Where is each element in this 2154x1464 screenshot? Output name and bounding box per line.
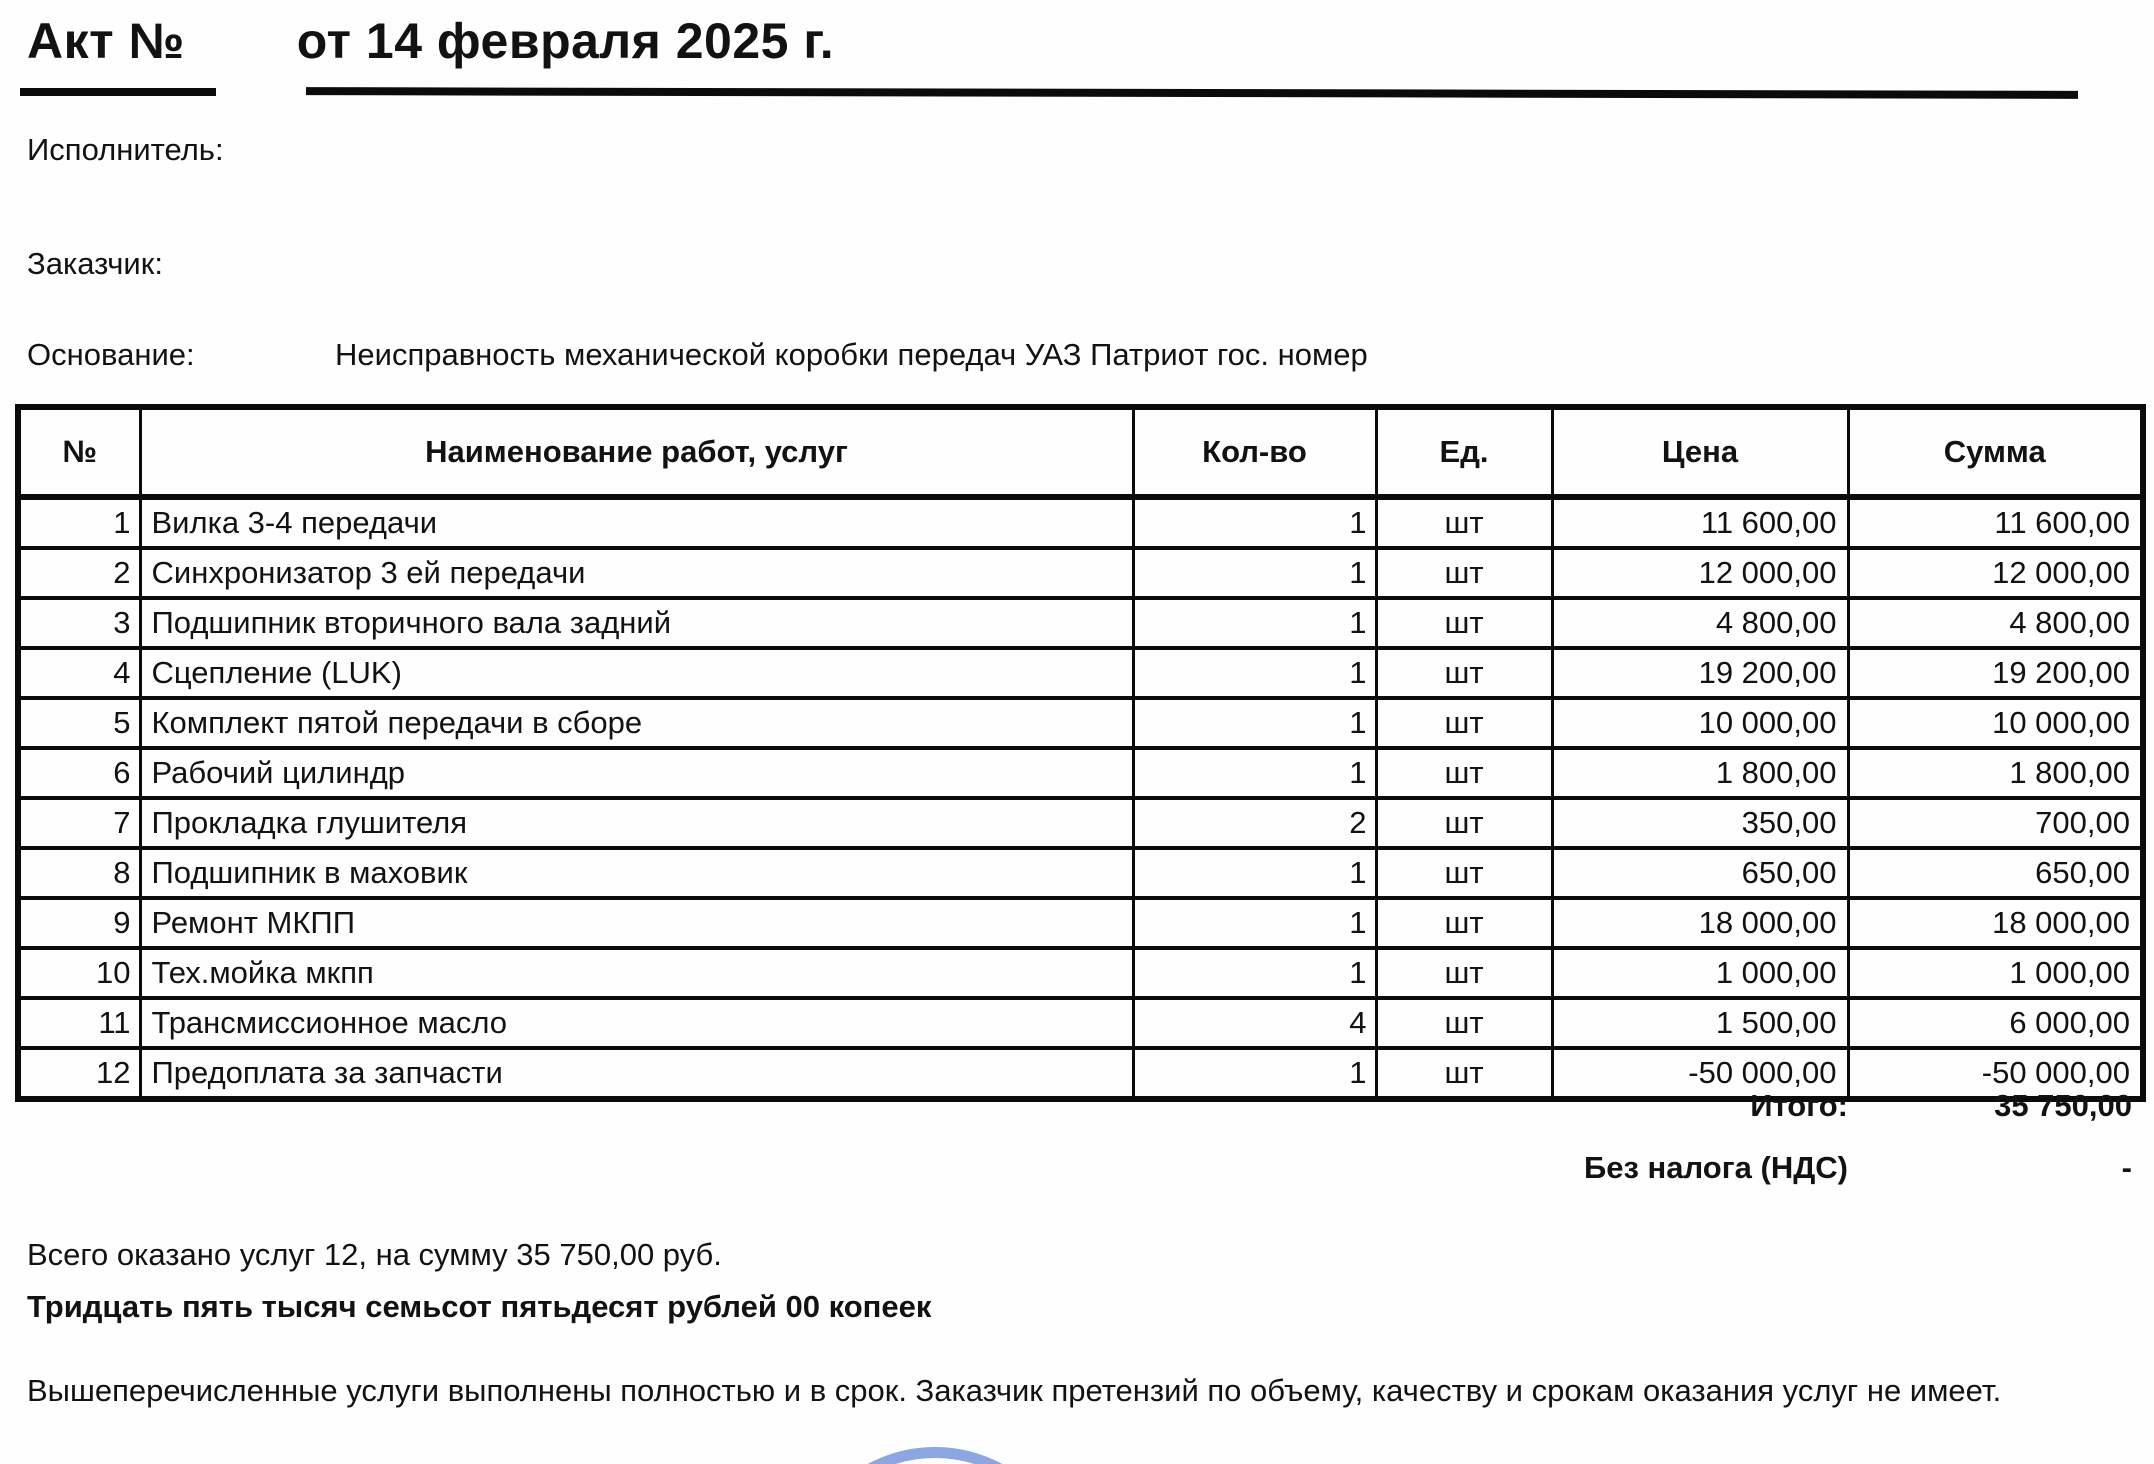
- item-name-cell: Сцепление (LUK): [140, 648, 1133, 698]
- table-row: [18, 948, 2143, 998]
- unit-cell: шт: [1376, 548, 1552, 598]
- price-cell: 650,00: [1552, 848, 1848, 898]
- qty-cell: 1: [1133, 497, 1376, 548]
- col-header-name: Наименование работ, услуг: [140, 407, 1133, 497]
- table-row: [18, 648, 2143, 698]
- qty-cell: 1: [1133, 1048, 1376, 1099]
- qty-cell: 1: [1133, 848, 1376, 898]
- qty-cell: 1: [1133, 648, 1376, 698]
- services-count-line: Всего оказано услуг 12, на сумму 35 750,00 руб.: [27, 1237, 722, 1272]
- unit-cell: шт: [1376, 1048, 1552, 1099]
- table-row: [18, 798, 2143, 848]
- price-cell: 1 500,00: [1552, 998, 1848, 1048]
- total-row: [15, 1088, 2140, 1124]
- price-cell: 19 200,00: [1552, 648, 1848, 698]
- sum-cell: -50 000,00: [1848, 1048, 2143, 1099]
- stamp-arc: [793, 1447, 1077, 1464]
- unit-cell: шт: [1376, 998, 1552, 1048]
- col-header-unit: Ед.: [1376, 407, 1552, 497]
- table-row: [18, 748, 2143, 798]
- sum-cell: 1 000,00: [1848, 948, 2143, 998]
- completion-statement: Вышеперечисленные услуги выполнены полностью и в срок. Заказчик претензий по объему, качеству и срокам оказания услуг не имеет.: [27, 1373, 2002, 1408]
- item-name-cell: Подшипник в маховик: [140, 848, 1133, 898]
- table-row: [18, 998, 2143, 1048]
- unit-cell: шт: [1376, 698, 1552, 748]
- row-number-cell: 5: [18, 698, 140, 748]
- no-tax-value: -: [2121, 1150, 2132, 1185]
- sum-cell: 6 000,00: [1848, 998, 2143, 1048]
- table-row: [18, 548, 2143, 598]
- table-row: [18, 598, 2143, 648]
- qty-cell: 1: [1133, 948, 1376, 998]
- unit-cell: шт: [1376, 948, 1552, 998]
- item-name-cell: Трансмиссионное масло: [140, 998, 1133, 1048]
- page-title: [27, 12, 834, 70]
- customer-label: Заказчик:: [27, 246, 163, 281]
- item-name-cell: Прокладка глушителя: [140, 798, 1133, 848]
- unit-cell: шт: [1376, 798, 1552, 848]
- sum-cell: 1 800,00: [1848, 748, 2143, 798]
- sum-cell: 10 000,00: [1848, 698, 2143, 748]
- row-number-cell: 2: [18, 548, 140, 598]
- unit-cell: шт: [1376, 748, 1552, 798]
- qty-cell: 1: [1133, 598, 1376, 648]
- col-header-price: Цена: [1552, 407, 1848, 497]
- price-cell: 1 000,00: [1552, 948, 1848, 998]
- unit-cell: шт: [1376, 898, 1552, 948]
- price-cell: 4 800,00: [1552, 598, 1848, 648]
- unit-cell: шт: [1376, 598, 1552, 648]
- act-number-label: Акт №: [27, 13, 185, 69]
- sum-cell: 12 000,00: [1848, 548, 2143, 598]
- basis-row: [27, 337, 2127, 373]
- unit-cell: шт: [1376, 648, 1552, 698]
- sum-cell: 4 800,00: [1848, 598, 2143, 648]
- row-number-cell: 1: [18, 497, 140, 548]
- item-name-cell: Ремонт МКПП: [140, 898, 1133, 948]
- sum-cell: 700,00: [1848, 798, 2143, 848]
- col-header-number: №: [18, 407, 140, 497]
- row-number-cell: 6: [18, 748, 140, 798]
- qty-cell: 1: [1133, 698, 1376, 748]
- act-date: от 14 февраля 2025 г.: [296, 13, 835, 69]
- price-cell: 12 000,00: [1552, 548, 1848, 598]
- unit-cell: шт: [1376, 497, 1552, 548]
- row-number-cell: 4: [18, 648, 140, 698]
- price-cell: 11 600,00: [1552, 497, 1848, 548]
- price-cell: -50 000,00: [1552, 1048, 1848, 1099]
- qty-cell: 1: [1133, 548, 1376, 598]
- table-row: [18, 698, 2143, 748]
- sum-cell: 650,00: [1848, 848, 2143, 898]
- item-name-cell: Тех.мойка мкпп: [140, 948, 1133, 998]
- row-number-cell: 11: [18, 998, 140, 1048]
- table-row: [18, 497, 2143, 548]
- row-number-cell: 9: [18, 898, 140, 948]
- price-cell: 18 000,00: [1552, 898, 1848, 948]
- row-number-cell: 3: [18, 598, 140, 648]
- col-header-qty: Кол-во: [1133, 407, 1376, 497]
- executor-label: Исполнитель:: [27, 132, 224, 167]
- table-row: [18, 848, 2143, 898]
- col-header-sum: Сумма: [1848, 407, 2143, 497]
- qty-cell: 4: [1133, 998, 1376, 1048]
- qty-cell: 2: [1133, 798, 1376, 848]
- sum-cell: 18 000,00: [1848, 898, 2143, 948]
- item-name-cell: Синхронизатор 3 ей передачи: [140, 548, 1133, 598]
- underline-segment-left: [20, 88, 216, 96]
- sum-cell: 11 600,00: [1848, 497, 2143, 548]
- row-number-cell: 8: [18, 848, 140, 898]
- row-number-cell: 12: [18, 1048, 140, 1099]
- item-name-cell: Комплект пятой передачи в сборе: [140, 698, 1133, 748]
- title-underline: [20, 88, 2078, 96]
- services-table: [15, 404, 2146, 1102]
- basis-value: Неисправность механической коробки передач УАЗ Патриот гос. номер: [335, 337, 1368, 372]
- item-name-cell: Рабочий цилиндр: [140, 748, 1133, 798]
- row-number-cell: 7: [18, 798, 140, 848]
- sum-cell: 19 200,00: [1848, 648, 2143, 698]
- unit-cell: шт: [1376, 848, 1552, 898]
- row-number-cell: 10: [18, 948, 140, 998]
- no-tax-row: [15, 1150, 2140, 1186]
- no-tax-label: Без налога (НДС): [1584, 1150, 1848, 1185]
- price-cell: 1 800,00: [1552, 748, 1848, 798]
- table-row: [18, 898, 2143, 948]
- basis-label: Основание:: [27, 337, 195, 372]
- qty-cell: 1: [1133, 748, 1376, 798]
- price-cell: 10 000,00: [1552, 698, 1848, 748]
- total-value: 35 750,00: [1994, 1088, 2132, 1123]
- item-name-cell: Подшипник вторичного вала задний: [140, 598, 1133, 648]
- total-label: Итого:: [1750, 1088, 1848, 1123]
- table-header-row: [18, 407, 2143, 497]
- price-cell: 350,00: [1552, 798, 1848, 848]
- item-name-cell: Предоплата за запчасти: [140, 1048, 1133, 1099]
- item-name-cell: Вилка 3-4 передачи: [140, 497, 1133, 548]
- qty-cell: 1: [1133, 898, 1376, 948]
- underline-gap: [216, 88, 306, 96]
- amount-in-words: Тридцать пять тысяч семьсот пятьдесят рублей 00 копеек: [27, 1289, 932, 1324]
- underline-segment-right: [306, 87, 2078, 99]
